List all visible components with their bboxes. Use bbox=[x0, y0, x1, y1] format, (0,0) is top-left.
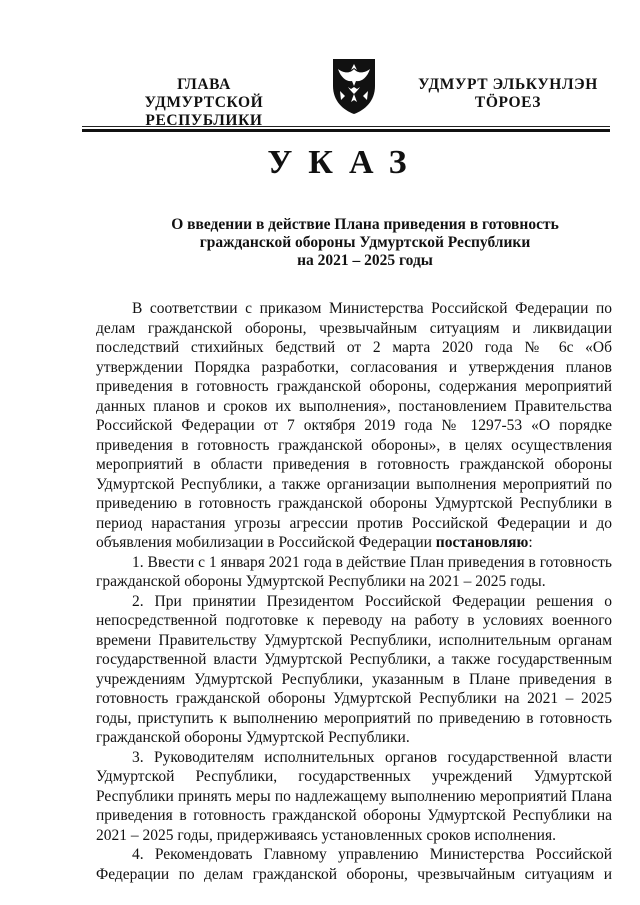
subject-line3: на 2021 – 2025 годы bbox=[297, 252, 433, 269]
header-divider-thick bbox=[82, 129, 610, 132]
decree-word: постановляю bbox=[435, 534, 529, 551]
document-subject bbox=[120, 216, 610, 270]
preamble-text: В соответствии с приказом Министерства Российской Федерации по делам гражданской обороны, чрезвычайным ситуациям и ликвидации последствий стихийных бедствий от 2 марта 2020 года № 6с «Об утверждении Порядка разработки, согласования и утверждения планов приведения в готовность гражданской обороны, содержания мероприятий данных планов и сроков их выполнения», постановлением Правительства Российской Федерации от 7 октября 2019 года № 1297-53 «О порядке приведения в готовность гражданской обороны», в целях осуществления мероприятий в области приведения в готовность гражданской обороны Удмуртской Республики, а также организации выполнения мероприятий по приведению в готовность гражданской обороны Удмуртской Республики в период нарастания угрозы агрессии против Российской Федерации и до объявления мобилизации в Российской Федерации bbox=[96, 300, 612, 551]
item-4-paragraph: 4. Рекомендовать Главному управлению Министерства Российской Федерации по делам гражданской обороны, чрезвычайным ситуациям и bbox=[96, 846, 612, 883]
item-2-paragraph: 2. При принятии Президентом Российской Федерации решения о непосредственной подготовке к переводу на работу в условиях военного времени Правительству Удмуртской Республики, исполнительным органам государственной власти Удмуртской Республики, а также государственным учреждениям Удмуртской Республики, указанным в Плане приведения в готовность гражданской обороны Удмуртской Республики на 2021 – 2025 годы, приступить к выполнению мероприятий по приведению в готовность гражданской обороны Удмуртской Республики. bbox=[96, 592, 612, 746]
header-right-line1: УДМУРТ ЭЛЬКУНЛЭН bbox=[418, 76, 598, 93]
coat-of-arms-emblem bbox=[329, 56, 379, 116]
decree-colon: : bbox=[528, 534, 533, 551]
header-divider-thin bbox=[82, 126, 610, 127]
subject-line1: О введении в действие Плана приведения в готовность bbox=[171, 216, 559, 233]
header-left bbox=[88, 76, 320, 130]
document-title: УКАЗ bbox=[267, 144, 423, 181]
header-left-line2: УДМУРТСКОЙ РЕСПУБЛИКИ bbox=[144, 94, 264, 129]
item-3-paragraph: 3. Руководителям исполнительных органов государственной власти Удмуртской Республики, государственных учреждений Удмуртской Республики принять меры по надлежащему выполнению мероприятий Плана приведения в готовность гражданской обороны Удмуртской Республики на 2021 – 2025 годы, придерживаясь установленных сроков исполнения. bbox=[96, 748, 612, 844]
item-1-paragraph: 1. Ввести с 1 января 2021 года в действие План приведения в готовность гражданской обороны Удмуртской Республики на 2021 – 2025 годы. bbox=[96, 553, 612, 590]
document-body bbox=[96, 299, 612, 884]
subject-line2: гражданской обороны Удмуртской Республики bbox=[199, 234, 531, 251]
header-right bbox=[408, 76, 608, 112]
header-left-line1: ГЛАВА bbox=[177, 76, 231, 93]
preamble-paragraph bbox=[96, 299, 612, 553]
header-right-line2: ТӦРОЕЗ bbox=[474, 94, 542, 111]
